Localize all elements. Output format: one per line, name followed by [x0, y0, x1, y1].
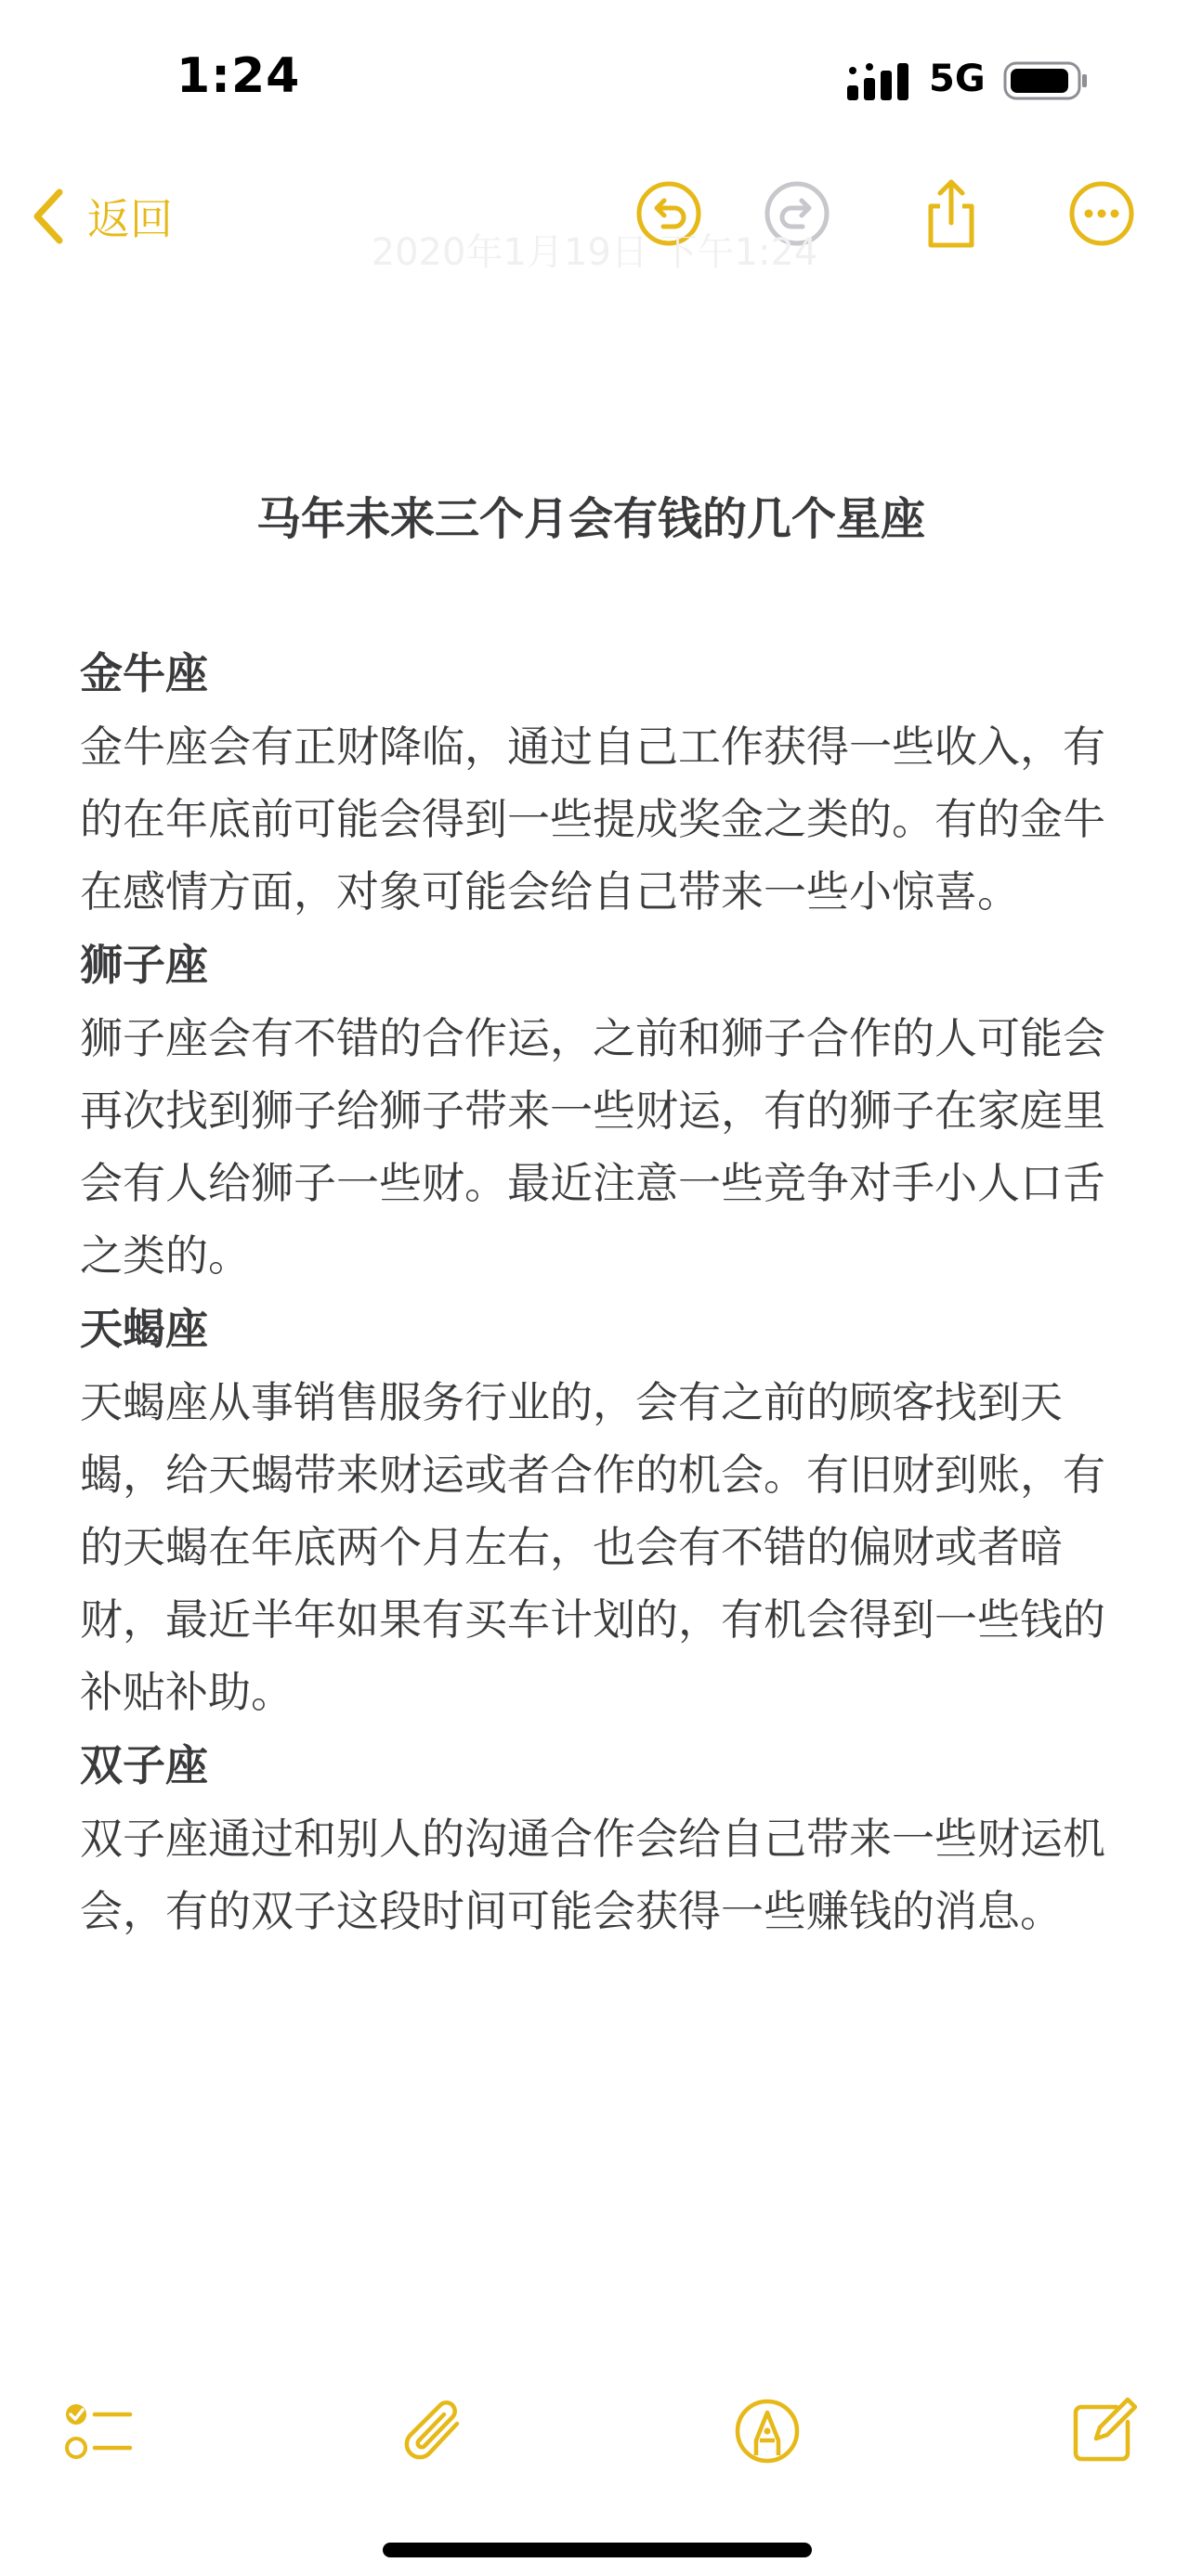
section-heading: 双子座 — [80, 1740, 208, 1790]
note-section — [80, 1728, 1120, 1947]
section-text: 狮子座会有不错的合作运，之前和狮子合作的人可能会再次找到狮子给狮子带来一些财运，有的狮子在家庭里会有人给狮子一些财。最近注意一些竞争对手小人口舌之类的。 — [80, 1013, 1105, 1281]
note-section — [80, 928, 1120, 1292]
section-heading: 金牛座 — [80, 648, 208, 698]
paperclip-icon — [392, 2387, 481, 2476]
bottom-toolbar — [0, 2387, 1189, 2489]
attach-button[interactable] — [392, 2387, 481, 2476]
status-time: 1:24 — [176, 48, 301, 104]
section-text: 金牛座会有正财降临，通过自己工作获得一些收入，有的在年底前可能会得到一些提成奖金之类的。有的金牛在感情方面，对象可能会给自己带来一些小惊喜。 — [80, 722, 1105, 917]
note-title: 马年未来三个月会有钱的几个星座 — [255, 493, 925, 545]
battery-icon — [1003, 59, 1089, 102]
checklist-button[interactable] — [52, 2387, 141, 2476]
note-content[interactable] — [80, 464, 1120, 1947]
home-indicator — [383, 2543, 812, 2557]
status-bar — [0, 0, 1189, 158]
note-date: 2020年1月19日 下午1:24 — [371, 231, 818, 274]
signal-strength-icon — [845, 61, 912, 102]
network-type: 5G — [929, 58, 986, 100]
section-text: 天蝎座从事销售服务行业的，会有之前的顾客找到天蝎，给天蝎带来财运或者合作的机会。有旧财到账，有的天蝎在年底两个月左右，也会有不错的偏财或者暗财，最近半年如果有买车计划的，有机会得到一些钱的补贴补助。 — [80, 1377, 1105, 1717]
section-text: 双子座通过和别人的沟通合作会给自己带来一些财运机会，有的双子这段时间可能会获得一些赚钱的消息。 — [80, 1814, 1105, 1936]
back-label: 返回 — [87, 194, 173, 244]
checklist-icon — [52, 2387, 141, 2476]
compose-button[interactable] — [1059, 2387, 1148, 2476]
note-section — [80, 1292, 1120, 1728]
section-heading: 狮子座 — [80, 940, 208, 990]
compose-icon — [1059, 2387, 1148, 2476]
markup-button[interactable] — [723, 2387, 812, 2476]
note-section — [80, 636, 1120, 928]
section-heading: 天蝎座 — [80, 1304, 208, 1354]
pen-tip-circle-icon — [723, 2387, 812, 2476]
